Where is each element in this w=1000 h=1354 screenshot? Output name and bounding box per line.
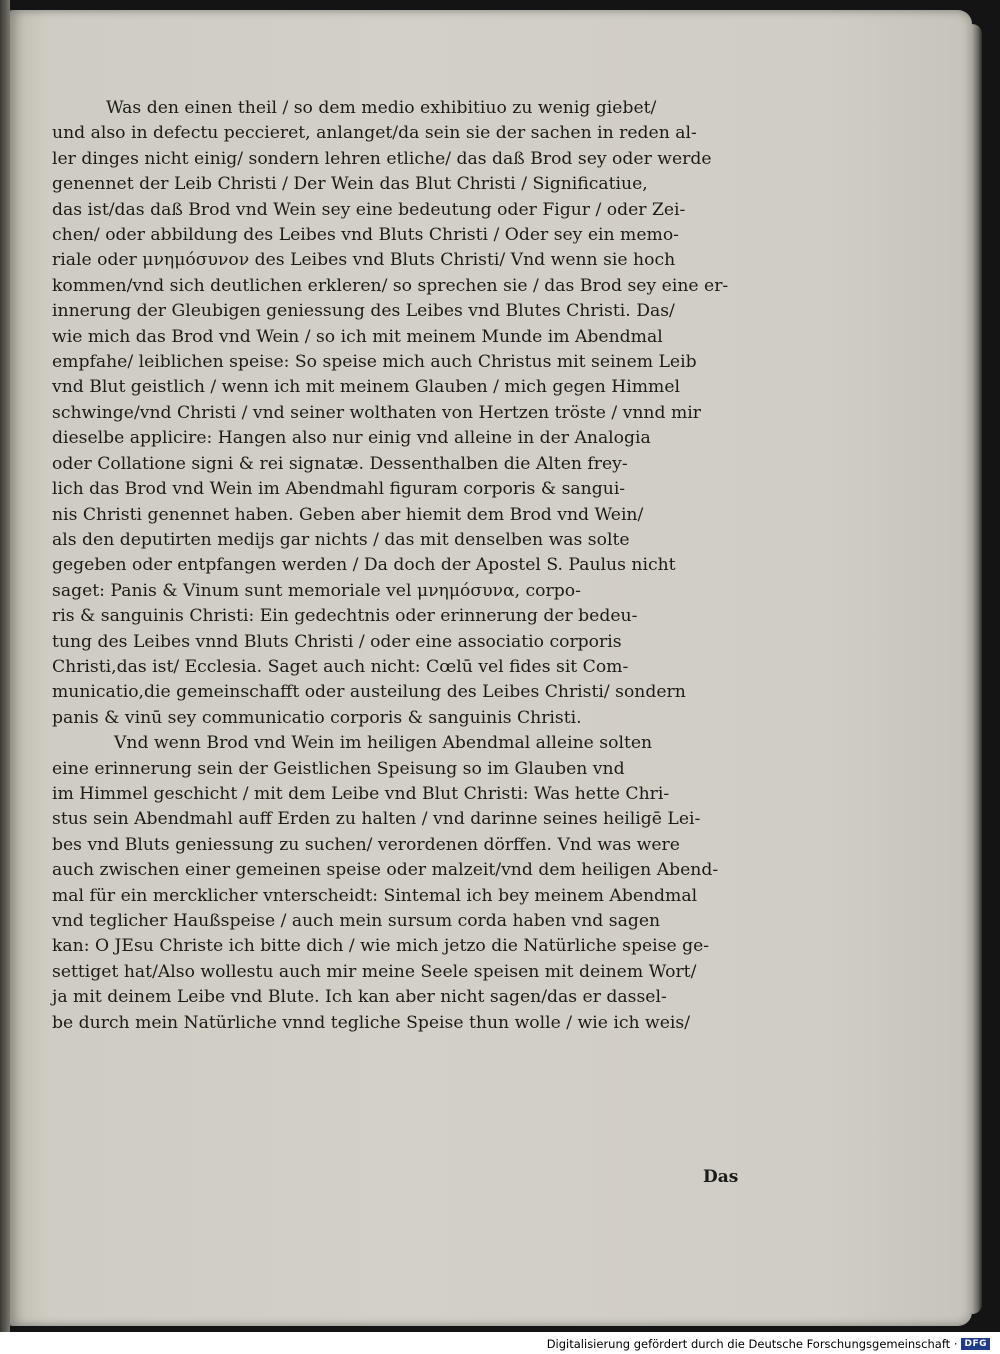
- text-line: chen/ oder abbildung des Leibes vnd Bluts Christi / Oder sey ein memo-: [52, 225, 679, 246]
- book-spine: [0, 0, 10, 1332]
- text-line: innerung der Gleubigen geniessung des Leibes vnd Blutes Christi. Das/: [52, 301, 675, 322]
- text-line: und also in defectu peccieret, anlanget/da sein sie der sachen in reden al-: [52, 123, 697, 144]
- text-line: nis Christi genennet haben. Geben aber hiemit dem Brod vnd Wein/: [52, 504, 644, 525]
- text-line: panis & vinū sey communicatio corporis & sanguinis Christi.: [52, 707, 582, 728]
- text-line: Was den einen theil / so dem medio exhibitiuo zu wenig giebet/: [106, 98, 657, 118]
- text-line: eine erinnerung sein der Geistlichen Speisung so im Glauben vnd: [52, 758, 625, 779]
- text-line: riale oder μνημόσυνον des Leibes vnd Bluts Christi/ Vnd wenn sie hoch: [52, 250, 676, 271]
- text-line: saget: Panis & Vinum sunt memoriale vel μνημόσυνα, corpo-: [52, 580, 581, 601]
- text-line: genennet der Leib Christi / Der Wein das Blut Christi / Significatiue,: [52, 174, 648, 195]
- text-line: stus sein Abendmahl auff Erden zu halten / vnd darinne seines heiligē Lei-: [52, 809, 701, 830]
- text-line: im Himmel geschicht / mit dem Leibe vnd Blut Christi: Was hette Chri-: [52, 783, 670, 804]
- text-line: vnd teglicher Haußspeise / auch mein sursum corda haben vnd sagen: [52, 911, 661, 931]
- text-line: schwinge/vnd Christi / vnd seiner wolthaten von Hertzen tröste / vnnd mir: [52, 402, 701, 423]
- footer-text: Digitalisierung gefördert durch die Deutsche Forschungsgemeinschaft ·: [546, 1337, 958, 1351]
- text-line: settiget hat/Also wollestu auch mir meine Seele speisen mit deinem Wort/: [52, 961, 697, 982]
- body-text: [52, 96, 768, 1036]
- text-line: als den deputirten medijs gar nichts / das mit denselben was solte: [52, 529, 630, 550]
- text-line: dieselbe applicire: Hangen also nur einig vnd alleine in der Analogia: [52, 428, 651, 449]
- text-line: municatio,die gemeinschafft oder austeilung des Leibes Christi/ sondern: [52, 682, 686, 703]
- footer-credit: [547, 1337, 990, 1351]
- text-line: Christi,das ist/ Ecclesia. Saget auch nicht: Cœlū vel fides sit Com-: [52, 656, 629, 677]
- text-line: ja mit deinem Leibe vnd Blute. Ich kan aber nicht sagen/das er dassel-: [52, 987, 667, 1008]
- text-line: gegeben oder entpfangen werden / Da doch der Apostel S. Paulus nicht: [52, 555, 676, 576]
- text-line: be durch mein Natürliche vnnd tegliche Speise thun wolle / wie ich weis/: [52, 1012, 691, 1033]
- text-line: empfahe/ leiblichen speise: So speise mich auch Christus mit seinem Leib: [52, 352, 697, 373]
- text-line: auch zwischen einer gemeinen speise oder malzeit/vnd dem heiligen Abend-: [52, 860, 719, 881]
- text-line: kan: O JEsu Christe ich bitte dich / wie mich jetzo die Natürliche speise ge-: [52, 936, 710, 957]
- text-line: vnd Blut geistlich / wenn ich mit meinem Glauben / mich gegen Himmel: [52, 377, 680, 398]
- text-line: Vnd wenn Brod vnd Wein im heiligen Abendmal alleine solten: [114, 733, 653, 754]
- text-line: tung des Leibes vnnd Bluts Christi / oder eine associatio corporis: [52, 631, 622, 652]
- text-line: kommen/vnd sich deutlichen erkleren/ so sprechen sie / das Brod sey eine er-: [52, 275, 729, 296]
- text-line: lich das Brod vnd Wein im Abendmahl figuram corporis & sangui-: [52, 479, 626, 500]
- text-line: ler dinges nicht einig/ sondern lehren etliche/ das daß Brod sey oder werde: [52, 148, 712, 169]
- catchword: Das: [703, 1167, 739, 1187]
- text-line: bes vnd Bluts geniessung zu suchen/ verordenen dörffen. Vnd was were: [52, 834, 680, 855]
- text-line: oder Collatione signi & rei signatæ. Dessenthalben die Alten frey-: [52, 453, 628, 474]
- text-line: ris & sanguinis Christi: Ein gedechtnis oder erinnerung der bedeu-: [52, 606, 638, 627]
- page-edge: [972, 24, 982, 1314]
- dfg-logo: DFG: [961, 1338, 990, 1350]
- text-line: mal für ein mercklicher vnterscheidt: Sintemal ich bey meinem Abendmal: [52, 885, 698, 906]
- text-line: wie mich das Brod vnd Wein / so ich mit meinem Munde im Abendmal: [52, 326, 663, 347]
- text-line: das ist/das daß Brod vnd Wein sey eine bedeutung oder Figur / oder Zei-: [52, 199, 686, 220]
